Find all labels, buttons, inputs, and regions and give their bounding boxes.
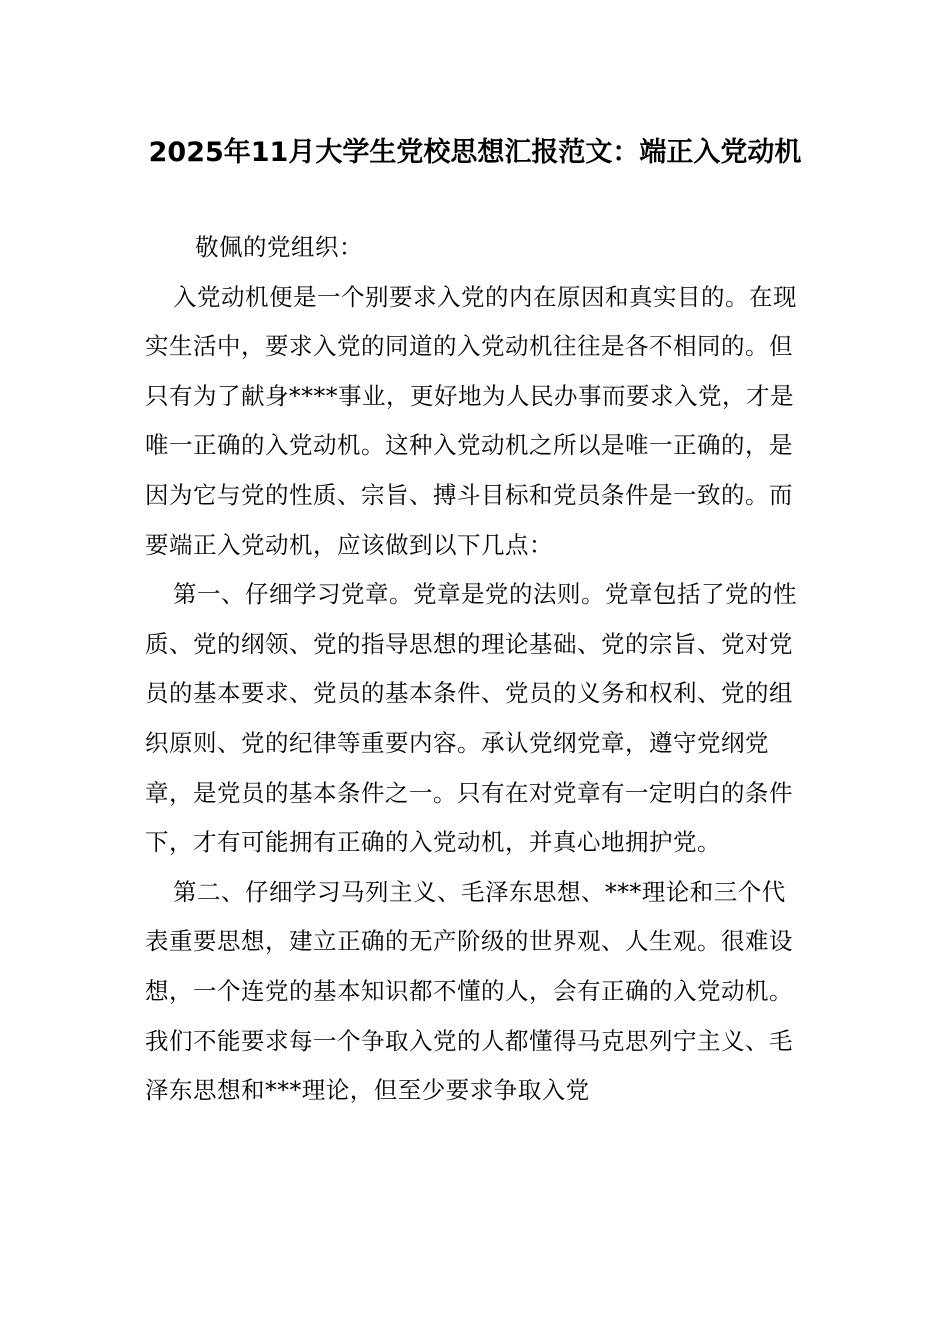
paragraph-point-one: 第一、仔细学习党章。党章是党的法则。党章包括了党的性质、党的纲领、党的指导思想的理论基础、党的宗旨、党对党员的基本要求、党员的基本条件、党员的义务和权利、党的组织原则、党的纪律等重要内容。承认党纲党章，遵守党纲党章，是党员的基本条件之一。只有在对党章有一定明白的条件下，才有可能拥有正确的入党动机，并真心地拥护党。 (145, 580, 797, 857)
salutation: 敬佩的党组织： (195, 233, 363, 261)
document-body (145, 223, 805, 1116)
paragraph-point-two: 第二、仔细学习马列主义、毛泽东思想、***理论和三个代表重要思想，建立正确的无产阶级的世界观、人生观。很难设想，一个连党的基本知识都不懂的人，会有正确的入党动机。我们不能要求每一个争取入党的人都懂得马克思列宁主义、毛泽东思想和***理论，但至少要求争取入党 (145, 877, 793, 1105)
document-title: 2025年11月大学生党校思想汇报范文：端正入党动机 (148, 137, 802, 168)
paragraph-intro: 入党动机便是一个别要求入党的内在原因和真实目的。在现实生活中，要求入党的同道的入党动机往往是各不相同的。但只有为了献身****事业，更好地为人民办事而要求入党，才是唯一正确的入党动机。这种入党动机之所以是唯一正确的，是因为它与党的性质、宗旨、搏斗目标和党员条件是一致的。而要端正入党动机，应该做到以下几点： (145, 282, 797, 559)
